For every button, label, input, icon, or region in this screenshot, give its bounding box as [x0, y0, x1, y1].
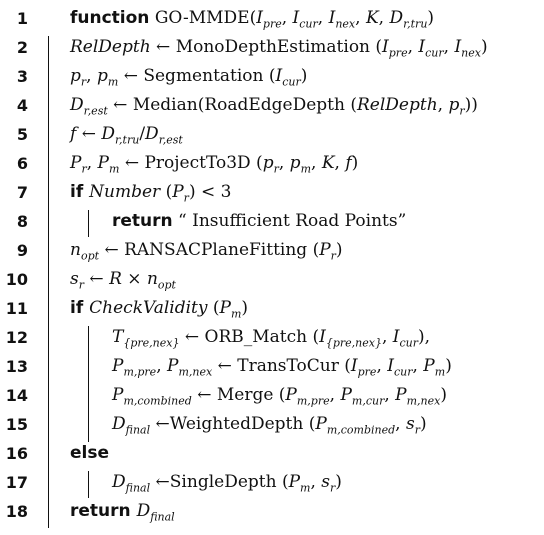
line-number: 8 [16, 212, 28, 231]
line-code [70, 236, 343, 265]
subscript: pre [262, 17, 282, 31]
algorithm-line [0, 149, 544, 178]
code-text: , [378, 8, 390, 28]
code-text: , [334, 153, 346, 173]
subscript: m,pre [123, 365, 157, 379]
math-var: D [389, 8, 404, 28]
code-text: GO-MMDE( [149, 8, 257, 28]
line-code [112, 352, 452, 381]
code-text: ← [84, 269, 110, 289]
math-var: Number [89, 182, 161, 202]
math-var: P [70, 153, 82, 173]
math-var: CheckValidity [89, 298, 208, 318]
code-text: , [281, 8, 293, 28]
line-number: 12 [5, 328, 28, 347]
subscript: nex [461, 46, 481, 60]
line-number: 13 [5, 357, 28, 376]
subscript: r,est [83, 104, 108, 118]
subscript: cur [282, 75, 301, 89]
subscript: cur [399, 336, 418, 350]
subscript: m [108, 162, 120, 176]
line-code [112, 323, 430, 352]
algorithm-line [0, 381, 544, 410]
math-var: D [70, 95, 84, 115]
math-var: P [340, 385, 352, 405]
line-number: 7 [16, 183, 28, 202]
code-text: × [121, 269, 147, 289]
keyword: return [112, 211, 173, 231]
algorithm-line [0, 497, 544, 526]
math-var: P [219, 298, 231, 318]
code-text: ← Median(RoadEdgeDepth ( [107, 95, 357, 115]
math-var: P [112, 356, 124, 376]
line-number: 14 [5, 386, 28, 405]
math-var: D [112, 414, 126, 434]
code-text: , [311, 153, 322, 173]
code-text: ← RANSACPlaneFitting ( [99, 240, 320, 260]
subscript: m,nex [406, 394, 441, 408]
subscript: m [107, 75, 119, 89]
subscript: opt [157, 278, 176, 292]
code-text: ) < 3 [188, 182, 232, 202]
math-var: s [70, 269, 79, 289]
code-text: , [86, 153, 98, 173]
subscript: nex [335, 17, 356, 31]
code-text: , [310, 472, 322, 492]
code-text: , [384, 385, 396, 405]
subscript: m [434, 365, 446, 379]
line-code [70, 149, 358, 178]
algorithm-line [0, 207, 544, 236]
math-var: D [101, 124, 115, 144]
math-var: P [288, 472, 301, 492]
algorithm-line [0, 410, 544, 439]
code-text: , [412, 356, 424, 376]
line-code [112, 207, 406, 236]
subscript: m,combined [326, 423, 396, 437]
line-number: 15 [5, 415, 28, 434]
line-number: 10 [5, 270, 28, 289]
subscript: r [330, 481, 336, 495]
math-var: I [319, 327, 326, 347]
line-code [70, 178, 231, 207]
math-var: P [315, 414, 327, 434]
line-code [70, 265, 176, 294]
math-var: P [112, 385, 124, 405]
math-var: f [345, 153, 352, 173]
subscript: m,cur [351, 394, 385, 408]
code-text: , [156, 356, 168, 376]
code-text: ) [335, 240, 343, 260]
code-text: ) [440, 385, 447, 405]
math-var: I [418, 37, 426, 57]
code-text: ) [335, 472, 342, 492]
subscript: final [125, 481, 151, 495]
subscript: cur [299, 17, 318, 31]
math-var: I [256, 8, 263, 28]
subscript: final [150, 510, 175, 524]
algorithm-line [0, 91, 544, 120]
keyword: if [70, 298, 90, 318]
math-var: T [112, 327, 124, 347]
algorithm-line [0, 178, 544, 207]
code-text: ← MonoDepthEstimation ( [150, 37, 383, 57]
line-code [112, 468, 342, 497]
line-code [70, 33, 488, 62]
code-text: ) [300, 66, 308, 86]
subscript: opt [80, 249, 100, 263]
code-text: , [395, 414, 406, 434]
code-text: ( [160, 182, 173, 202]
math-var: P [172, 182, 184, 202]
code-text: )) [464, 95, 478, 115]
algorithm-line [0, 4, 544, 33]
code-text: ← ORB_Match ( [179, 327, 320, 347]
line-number: 9 [16, 241, 28, 260]
line-code [70, 294, 248, 323]
math-var: n [146, 269, 158, 289]
line-number: 6 [16, 154, 28, 173]
line-code [70, 91, 478, 120]
algorithm-line [0, 33, 544, 62]
math-var: R [109, 269, 122, 289]
subscript: r,tru [403, 17, 428, 31]
math-var: p [262, 153, 274, 173]
code-text: ← Merge ( [191, 385, 286, 405]
math-var: RelDepth [357, 95, 438, 115]
code-text: ) [480, 37, 488, 57]
line-number: 17 [5, 473, 28, 492]
math-var: I [292, 8, 300, 28]
code-text: , [329, 385, 341, 405]
math-var: P [97, 153, 109, 173]
subscript: m,combined [123, 394, 192, 408]
algorithm-line [0, 265, 544, 294]
math-var: P [285, 385, 297, 405]
math-var: s [405, 414, 415, 434]
line-code [70, 4, 434, 33]
code-text: / [139, 124, 146, 144]
subscript: {pre,nex} [325, 336, 382, 350]
math-var: p [289, 153, 301, 173]
subscript: r [183, 191, 189, 205]
math-var: K [321, 153, 335, 173]
code-text: ( [207, 298, 220, 318]
code-text: ←WeightedDepth ( [150, 414, 316, 434]
math-var: p [448, 95, 460, 115]
code-text: “ Insufficient Road Points” [172, 211, 407, 231]
code-text: ← [76, 124, 102, 144]
algorithm-line [0, 62, 544, 91]
math-var: I [387, 356, 394, 376]
line-number: 5 [16, 125, 28, 144]
subscript: r [78, 278, 84, 292]
subscript: {pre,nex} [123, 336, 180, 350]
line-number: 18 [5, 502, 28, 521]
code-text: , [317, 8, 329, 28]
line-number: 4 [16, 96, 28, 115]
code-text: , [86, 66, 97, 86]
line-code [70, 439, 109, 468]
subscript: r [81, 162, 87, 176]
subscript: m,pre [296, 394, 330, 408]
math-var: K [365, 8, 379, 28]
math-var: I [392, 327, 400, 347]
code-text: ) [445, 356, 452, 376]
code-text: ) [241, 298, 249, 318]
math-var: n [70, 240, 81, 260]
code-text: , [381, 327, 393, 347]
math-var: D [145, 124, 159, 144]
math-var: RelDepth [70, 37, 151, 57]
code-text: ) [427, 8, 435, 28]
code-text: ), [418, 327, 431, 347]
subscript: pre [388, 46, 408, 60]
math-var: p [96, 66, 108, 86]
keyword: else [70, 443, 110, 463]
subscript: m [230, 307, 242, 321]
code-text: ← ProjectTo3D ( [119, 153, 263, 173]
code-text: , [437, 95, 449, 115]
line-code [70, 120, 183, 149]
math-var: P [167, 356, 179, 376]
algorithm-line [0, 236, 544, 265]
code-text: ←SingleDepth ( [150, 472, 289, 492]
subscript: r,est [158, 133, 183, 147]
line-code [112, 381, 447, 410]
subscript: r [330, 249, 336, 263]
math-var: I [454, 37, 462, 57]
line-number: 1 [16, 9, 28, 28]
line-code [70, 62, 307, 91]
algorithm-line [0, 468, 544, 497]
code-text: , [443, 37, 455, 57]
code-text: , [355, 8, 366, 28]
algorithm-line [0, 120, 544, 149]
keyword: return [70, 501, 137, 521]
math-var: D [136, 501, 151, 521]
keyword: function [70, 8, 150, 28]
subscript: m,nex [178, 365, 213, 379]
subscript: r [459, 104, 465, 118]
keyword: if [70, 182, 90, 202]
algorithm-line [0, 323, 544, 352]
math-var: I [350, 356, 358, 376]
line-number: 3 [16, 67, 28, 86]
code-text: , [407, 37, 419, 57]
code-text: , [278, 153, 290, 173]
code-text: ← TransToCur ( [212, 356, 351, 376]
math-var: I [328, 8, 336, 28]
subscript: m [300, 162, 311, 176]
math-var: s [321, 472, 331, 492]
line-number: 11 [5, 299, 28, 318]
algorithm-line [0, 439, 544, 468]
subscript: final [125, 423, 151, 437]
code-text: ← Segmentation ( [118, 66, 276, 86]
subscript: r [80, 75, 87, 89]
algorithm-line [0, 352, 544, 381]
subscript: pre [357, 365, 377, 379]
math-var: P [319, 240, 331, 260]
math-var: P [395, 385, 407, 405]
code-text: , [376, 356, 388, 376]
math-var: D [112, 472, 126, 492]
code-text: ) [351, 153, 359, 173]
subscript: cur [425, 46, 444, 60]
code-text: ) [419, 414, 427, 434]
math-var: f [70, 124, 77, 144]
math-var: I [382, 37, 389, 57]
line-number: 16 [5, 444, 28, 463]
subscript: r,tru [115, 133, 140, 147]
subscript: r [273, 162, 279, 176]
math-var: P [423, 356, 435, 376]
algorithm-line [0, 294, 544, 323]
line-number: 2 [16, 38, 28, 57]
line-code [70, 497, 175, 526]
subscript: m [300, 481, 311, 495]
math-var: I [275, 66, 283, 86]
subscript: r [414, 423, 420, 437]
line-code [112, 410, 427, 439]
math-var: p [70, 66, 81, 86]
subscript: cur [393, 365, 413, 379]
